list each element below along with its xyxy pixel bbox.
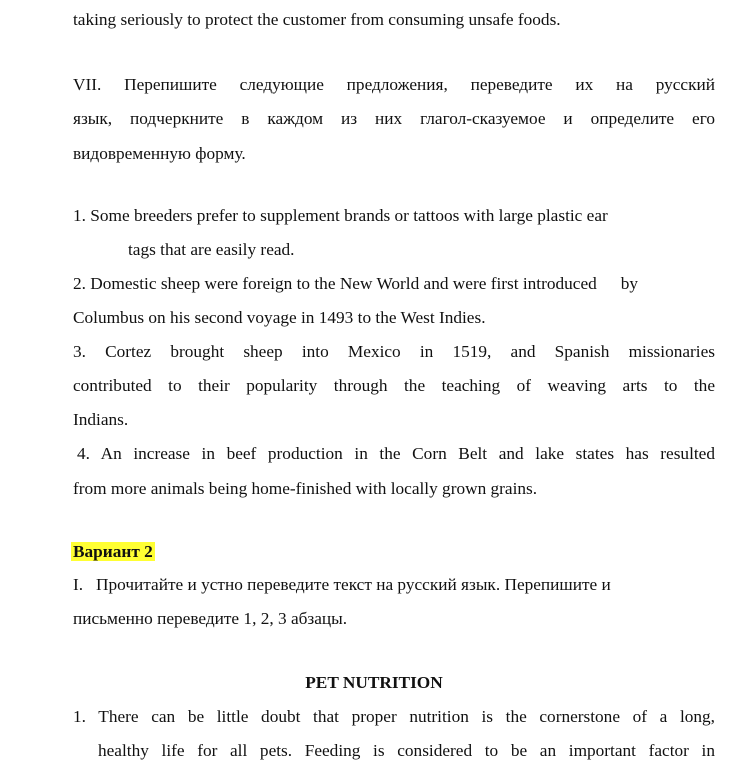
variant-label: Вариант 2 [73,542,153,561]
section-title: PET NUTRITION [305,673,443,692]
paragraph-1-line-2: healthy life for all pets. Feeding is considered to be an important factor in [98,741,715,760]
sentence-2-text: 2. Domestic sheep were foreign to the New World and were first introduced [73,274,597,293]
sentence-2-line-2: Columbus on his second voyage in 1493 to the West Indies. [73,308,486,327]
task-1-line-1: I. Прочитайте и устно переведите текст на русский язык. Перепишите и [73,575,611,594]
sentence-1-line-2: tags that are easily read. [128,240,295,259]
variant-heading [71,541,155,563]
task-7-line-3: видовременную форму. [73,144,246,163]
task-1-line-2: письменно переведите 1, 2, 3 абзацы. [73,609,348,628]
sentence-1-line-1: 1. Some breeders prefer to supplement brands or tattoos with large plastic ear [73,206,608,225]
sentence-4-line-1: 4. An increase in beef production in the Corn Belt and lake states has resulted [77,444,715,463]
sentence-4-line-2: from more animals being home-finished with locally grown grains. [73,479,538,498]
sentence-2-line-1 [73,273,638,295]
task-7-line-2: язык, подчеркните в каждом из них глагол-сказуемое и определите его [73,109,715,128]
paragraph-1-line-1: 1. There can be little doubt that proper nutrition is the cornerstone of a long, [73,707,715,726]
sentence-3-line-3: Indians. [73,410,129,429]
sentence-3-line-1: 3. Cortez brought sheep into Mexico in 1519, and Spanish missionaries [73,342,715,361]
intro-line: taking seriously to protect the customer from consuming unsafe foods. [73,10,561,29]
sentence-2-by: by [620,274,639,293]
sentence-3-line-2: contributed to their popularity through the teaching of weaving arts to the [73,376,715,395]
task-7-line-1: VII. Перепишите следующие предложения, переведите их на русский [73,75,715,94]
